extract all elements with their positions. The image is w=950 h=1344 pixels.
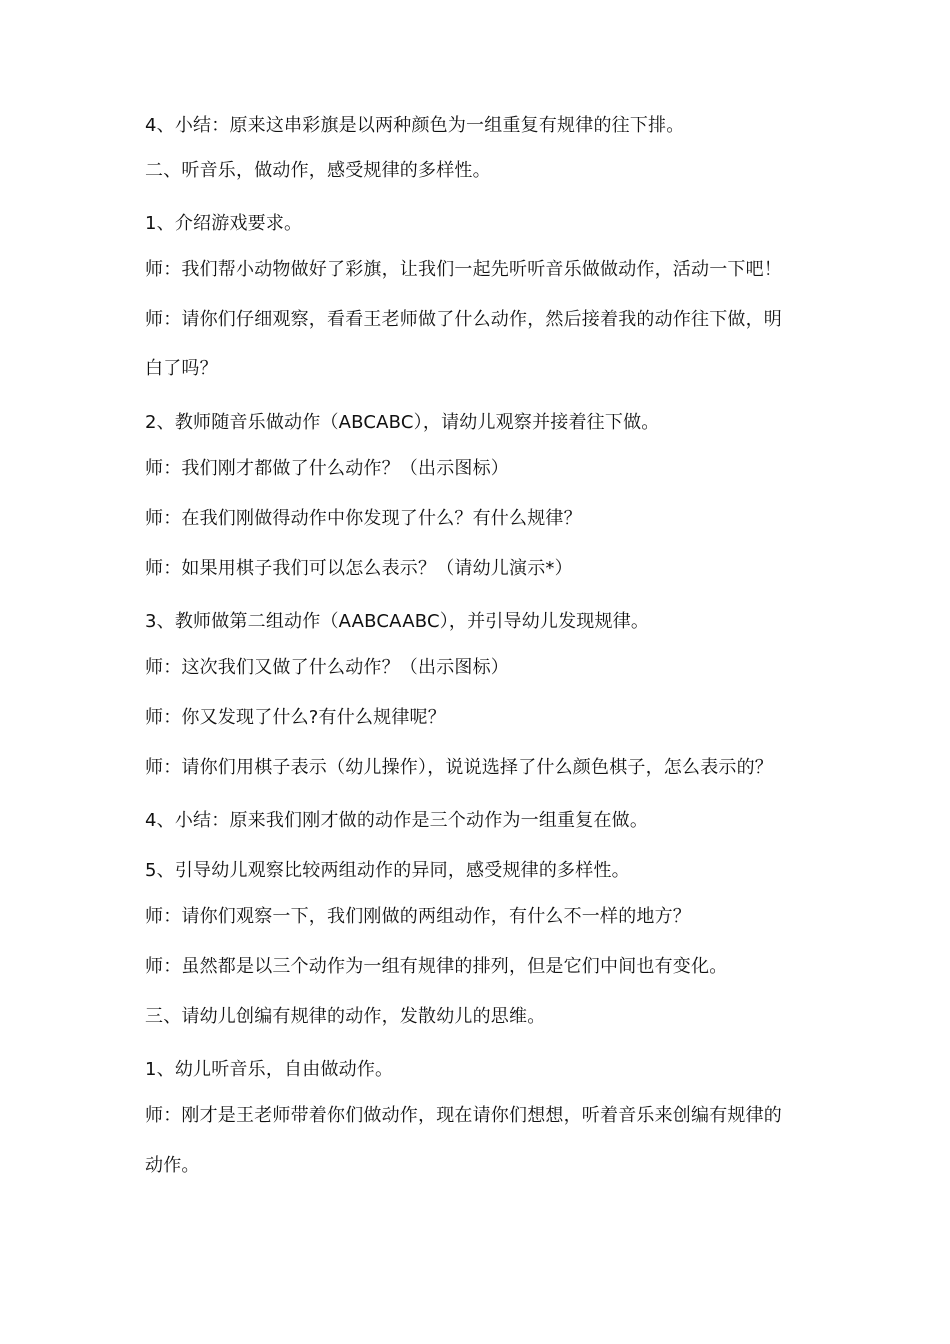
text-line: 3、教师做第二组动作（AABCAABC），并引导幼儿发现规律。 [145, 611, 650, 632]
text-line: 师：在我们刚做得动作中你发现了什么？有什么规律？ [145, 508, 582, 529]
text-line: 1、介绍游戏要求。 [145, 213, 303, 234]
text-line: 1、幼儿听音乐，自由做动作。 [145, 1059, 394, 1080]
text-line: 师：刚才是王老师带着你们做动作，现在请你们想想，听着音乐来创编有规律的 [145, 1105, 782, 1126]
text-line: 4、小结：原来我们刚才做的动作是三个动作为一组重复在做。 [145, 810, 649, 831]
text-line: 师：虽然都是以三个动作为一组有规律的排列，但是它们中间也有变化。 [145, 956, 728, 977]
text-line: 师：这次我们又做了什么动作？（出示图标） [145, 657, 509, 678]
text-line: 2、教师随音乐做动作（ABCABC），请幼儿观察并接着往下做。 [145, 412, 660, 433]
text-line: 5、引导幼儿观察比较两组动作的异同，感受规律的多样性。 [145, 860, 630, 881]
section-heading: 三、请幼儿创编有规律的动作，发散幼儿的思维。 [145, 1006, 546, 1027]
text-line: 师：你又发现了什么?有什么规律呢？ [145, 707, 446, 728]
text-line: 师：我们刚才都做了什么动作？（出示图标） [145, 458, 509, 479]
section-heading: 二、听音乐，做动作，感受规律的多样性。 [145, 160, 491, 181]
text-line: 4、小结：原来这串彩旗是以两种颜色为一组重复有规律的往下排。 [145, 115, 685, 136]
text-line: 师：我们帮小动物做好了彩旗，让我们一起先听听音乐做做动作，活动一下吧！ [145, 259, 782, 280]
text-line: 师：请你们观察一下，我们刚做的两组动作，有什么不一样的地方？ [145, 906, 691, 927]
text-line: 动作。 [145, 1155, 200, 1176]
text-line: 师：请你们仔细观察，看看王老师做了什么动作，然后接着我的动作往下做，明 [145, 309, 782, 330]
text-line: 师：请你们用棋子表示（幼儿操作），说说选择了什么颜色棋子，怎么表示的？ [145, 757, 773, 778]
text-line: 师：如果用棋子我们可以怎么表示？（请幼儿演示*） [145, 558, 573, 579]
text-line: 白了吗？ [145, 358, 218, 379]
